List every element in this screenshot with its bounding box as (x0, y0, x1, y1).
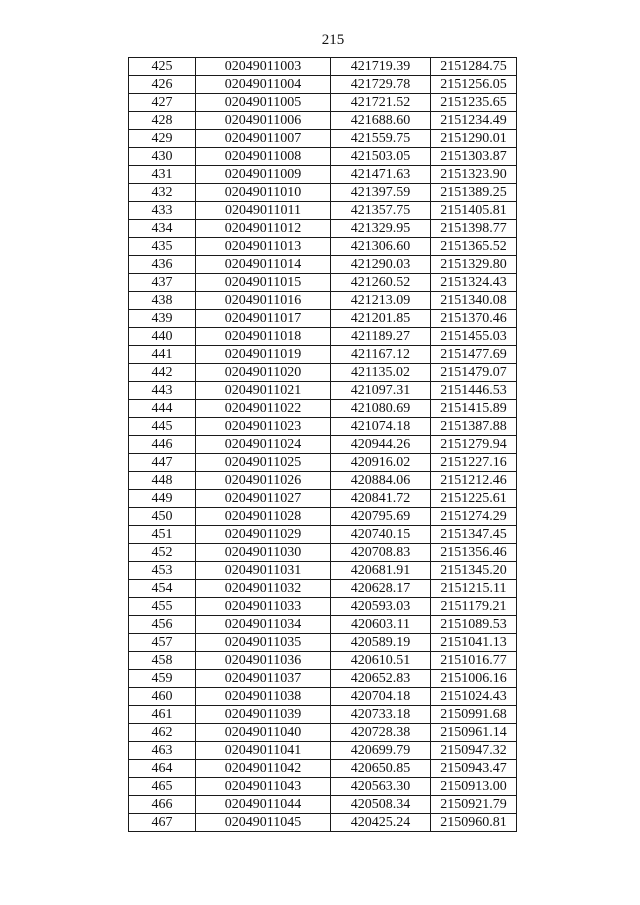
x-coordinate-cell: 421213.09 (331, 292, 431, 310)
row-number-cell: 460 (129, 688, 196, 706)
row-number-cell: 462 (129, 724, 196, 742)
table-row (129, 688, 517, 706)
x-coordinate-cell: 421329.95 (331, 220, 431, 238)
code-cell: 02049011034 (196, 616, 331, 634)
row-number-cell: 457 (129, 634, 196, 652)
row-number-cell: 455 (129, 598, 196, 616)
y-coordinate-cell: 2151479.07 (431, 364, 517, 382)
table-row (129, 256, 517, 274)
y-coordinate-cell: 2151415.89 (431, 400, 517, 418)
row-number-cell: 448 (129, 472, 196, 490)
y-coordinate-cell: 2150961.14 (431, 724, 517, 742)
table-row (129, 112, 517, 130)
table-row (129, 346, 517, 364)
code-cell: 02049011041 (196, 742, 331, 760)
row-number-cell: 441 (129, 346, 196, 364)
x-coordinate-cell: 421688.60 (331, 112, 431, 130)
row-number-cell: 463 (129, 742, 196, 760)
x-coordinate-cell: 421503.05 (331, 148, 431, 166)
x-coordinate-cell: 420563.30 (331, 778, 431, 796)
code-cell: 02049011024 (196, 436, 331, 454)
table-row (129, 436, 517, 454)
table-row (129, 58, 517, 76)
code-cell: 02049011026 (196, 472, 331, 490)
row-number-cell: 438 (129, 292, 196, 310)
y-coordinate-cell: 2151389.25 (431, 184, 517, 202)
x-coordinate-cell: 420593.03 (331, 598, 431, 616)
table-row (129, 472, 517, 490)
code-cell: 02049011031 (196, 562, 331, 580)
row-number-cell: 439 (129, 310, 196, 328)
table-row (129, 778, 517, 796)
table-row (129, 814, 517, 832)
y-coordinate-cell: 2151329.80 (431, 256, 517, 274)
x-coordinate-cell: 421397.59 (331, 184, 431, 202)
code-cell: 02049011039 (196, 706, 331, 724)
table-row (129, 184, 517, 202)
code-cell: 02049011023 (196, 418, 331, 436)
x-coordinate-cell: 420795.69 (331, 508, 431, 526)
y-coordinate-cell: 2151455.03 (431, 328, 517, 346)
x-coordinate-cell: 421719.39 (331, 58, 431, 76)
row-number-cell: 466 (129, 796, 196, 814)
x-coordinate-cell: 421290.03 (331, 256, 431, 274)
table-row (129, 382, 517, 400)
row-number-cell: 430 (129, 148, 196, 166)
x-coordinate-cell: 420508.34 (331, 796, 431, 814)
y-coordinate-cell: 2151387.88 (431, 418, 517, 436)
table-row (129, 724, 517, 742)
row-number-cell: 449 (129, 490, 196, 508)
y-coordinate-cell: 2151356.46 (431, 544, 517, 562)
row-number-cell: 426 (129, 76, 196, 94)
code-cell: 02049011012 (196, 220, 331, 238)
y-coordinate-cell: 2151016.77 (431, 652, 517, 670)
code-cell: 02049011029 (196, 526, 331, 544)
y-coordinate-cell: 2150991.68 (431, 706, 517, 724)
code-cell: 02049011028 (196, 508, 331, 526)
row-number-cell: 453 (129, 562, 196, 580)
table-row (129, 526, 517, 544)
x-coordinate-cell: 421097.31 (331, 382, 431, 400)
row-number-cell: 434 (129, 220, 196, 238)
row-number-cell: 431 (129, 166, 196, 184)
row-number-cell: 443 (129, 382, 196, 400)
coordinates-table (128, 57, 517, 832)
x-coordinate-cell: 421721.52 (331, 94, 431, 112)
table-row (129, 634, 517, 652)
table-row (129, 418, 517, 436)
y-coordinate-cell: 2151405.81 (431, 202, 517, 220)
x-coordinate-cell: 420681.91 (331, 562, 431, 580)
x-coordinate-cell: 421189.27 (331, 328, 431, 346)
y-coordinate-cell: 2151212.46 (431, 472, 517, 490)
y-coordinate-cell: 2151365.52 (431, 238, 517, 256)
code-cell: 02049011027 (196, 490, 331, 508)
row-number-cell: 465 (129, 778, 196, 796)
table-row (129, 706, 517, 724)
row-number-cell: 442 (129, 364, 196, 382)
table-row (129, 490, 517, 508)
row-number-cell: 440 (129, 328, 196, 346)
table-body (129, 58, 517, 832)
x-coordinate-cell: 420425.24 (331, 814, 431, 832)
row-number-cell: 461 (129, 706, 196, 724)
y-coordinate-cell: 2151024.43 (431, 688, 517, 706)
y-coordinate-cell: 2151215.11 (431, 580, 517, 598)
code-cell: 02049011021 (196, 382, 331, 400)
code-cell: 02049011016 (196, 292, 331, 310)
y-coordinate-cell: 2151284.75 (431, 58, 517, 76)
row-number-cell: 452 (129, 544, 196, 562)
table-row (129, 148, 517, 166)
table-row (129, 220, 517, 238)
code-cell: 02049011032 (196, 580, 331, 598)
table-row (129, 310, 517, 328)
y-coordinate-cell: 2151477.69 (431, 346, 517, 364)
x-coordinate-cell: 421471.63 (331, 166, 431, 184)
code-cell: 02049011037 (196, 670, 331, 688)
x-coordinate-cell: 420650.85 (331, 760, 431, 778)
y-coordinate-cell: 2151227.16 (431, 454, 517, 472)
row-number-cell: 446 (129, 436, 196, 454)
x-coordinate-cell: 421135.02 (331, 364, 431, 382)
code-cell: 02049011015 (196, 274, 331, 292)
x-coordinate-cell: 420841.72 (331, 490, 431, 508)
code-cell: 02049011025 (196, 454, 331, 472)
code-cell: 02049011040 (196, 724, 331, 742)
row-number-cell: 435 (129, 238, 196, 256)
code-cell: 02049011017 (196, 310, 331, 328)
x-coordinate-cell: 421074.18 (331, 418, 431, 436)
code-cell: 02049011042 (196, 760, 331, 778)
table-row (129, 274, 517, 292)
row-number-cell: 464 (129, 760, 196, 778)
table-row (129, 562, 517, 580)
table-row (129, 202, 517, 220)
table-row (129, 94, 517, 112)
x-coordinate-cell: 420916.02 (331, 454, 431, 472)
x-coordinate-cell: 420733.18 (331, 706, 431, 724)
page-number: 215 (321, 32, 345, 48)
x-coordinate-cell: 420740.15 (331, 526, 431, 544)
table-row (129, 364, 517, 382)
code-cell: 02049011038 (196, 688, 331, 706)
row-number-cell: 437 (129, 274, 196, 292)
y-coordinate-cell: 2151347.45 (431, 526, 517, 544)
y-coordinate-cell: 2150943.47 (431, 760, 517, 778)
table-row (129, 580, 517, 598)
code-cell: 02049011009 (196, 166, 331, 184)
table-row (129, 454, 517, 472)
y-coordinate-cell: 2150913.00 (431, 778, 517, 796)
x-coordinate-cell: 421306.60 (331, 238, 431, 256)
y-coordinate-cell: 2151234.49 (431, 112, 517, 130)
y-coordinate-cell: 2151089.53 (431, 616, 517, 634)
code-cell: 02049011043 (196, 778, 331, 796)
table-row (129, 616, 517, 634)
table-row (129, 742, 517, 760)
x-coordinate-cell: 421260.52 (331, 274, 431, 292)
row-number-cell: 445 (129, 418, 196, 436)
x-coordinate-cell: 420708.83 (331, 544, 431, 562)
y-coordinate-cell: 2150947.32 (431, 742, 517, 760)
row-number-cell: 432 (129, 184, 196, 202)
code-cell: 02049011018 (196, 328, 331, 346)
y-coordinate-cell: 2151324.43 (431, 274, 517, 292)
code-cell: 02049011003 (196, 58, 331, 76)
row-number-cell: 450 (129, 508, 196, 526)
table-row (129, 292, 517, 310)
y-coordinate-cell: 2151303.87 (431, 148, 517, 166)
row-number-cell: 458 (129, 652, 196, 670)
code-cell: 02049011044 (196, 796, 331, 814)
table-row (129, 760, 517, 778)
code-cell: 02049011022 (196, 400, 331, 418)
table-row (129, 508, 517, 526)
code-cell: 02049011013 (196, 238, 331, 256)
x-coordinate-cell: 421559.75 (331, 130, 431, 148)
code-cell: 02049011010 (196, 184, 331, 202)
code-cell: 02049011004 (196, 76, 331, 94)
y-coordinate-cell: 2151274.29 (431, 508, 517, 526)
y-coordinate-cell: 2151323.90 (431, 166, 517, 184)
y-coordinate-cell: 2150921.79 (431, 796, 517, 814)
row-number-cell: 459 (129, 670, 196, 688)
y-coordinate-cell: 2151290.01 (431, 130, 517, 148)
table-row (129, 400, 517, 418)
y-coordinate-cell: 2150960.81 (431, 814, 517, 832)
table-row (129, 166, 517, 184)
row-number-cell: 427 (129, 94, 196, 112)
row-number-cell: 429 (129, 130, 196, 148)
y-coordinate-cell: 2151179.21 (431, 598, 517, 616)
y-coordinate-cell: 2151345.20 (431, 562, 517, 580)
y-coordinate-cell: 2151340.08 (431, 292, 517, 310)
table-row (129, 598, 517, 616)
row-number-cell: 456 (129, 616, 196, 634)
y-coordinate-cell: 2151256.05 (431, 76, 517, 94)
code-cell: 02049011006 (196, 112, 331, 130)
row-number-cell: 447 (129, 454, 196, 472)
x-coordinate-cell: 420652.83 (331, 670, 431, 688)
row-number-cell: 433 (129, 202, 196, 220)
x-coordinate-cell: 420884.06 (331, 472, 431, 490)
table-row (129, 130, 517, 148)
y-coordinate-cell: 2151041.13 (431, 634, 517, 652)
row-number-cell: 444 (129, 400, 196, 418)
y-coordinate-cell: 2151446.53 (431, 382, 517, 400)
table-row (129, 328, 517, 346)
row-number-cell: 467 (129, 814, 196, 832)
y-coordinate-cell: 2151006.16 (431, 670, 517, 688)
row-number-cell: 428 (129, 112, 196, 130)
row-number-cell: 451 (129, 526, 196, 544)
x-coordinate-cell: 420704.18 (331, 688, 431, 706)
code-cell: 02049011011 (196, 202, 331, 220)
code-cell: 02049011035 (196, 634, 331, 652)
x-coordinate-cell: 421729.78 (331, 76, 431, 94)
x-coordinate-cell: 421080.69 (331, 400, 431, 418)
table-row (129, 238, 517, 256)
code-cell: 02049011005 (196, 94, 331, 112)
code-cell: 02049011033 (196, 598, 331, 616)
x-coordinate-cell: 420610.51 (331, 652, 431, 670)
code-cell: 02049011020 (196, 364, 331, 382)
x-coordinate-cell: 421201.85 (331, 310, 431, 328)
y-coordinate-cell: 2151279.94 (431, 436, 517, 454)
y-coordinate-cell: 2151398.77 (431, 220, 517, 238)
x-coordinate-cell: 420589.19 (331, 634, 431, 652)
y-coordinate-cell: 2151370.46 (431, 310, 517, 328)
x-coordinate-cell: 420699.79 (331, 742, 431, 760)
row-number-cell: 436 (129, 256, 196, 274)
table-row (129, 670, 517, 688)
x-coordinate-cell: 421167.12 (331, 346, 431, 364)
y-coordinate-cell: 2151225.61 (431, 490, 517, 508)
table-row (129, 796, 517, 814)
code-cell: 02049011045 (196, 814, 331, 832)
table-row (129, 652, 517, 670)
x-coordinate-cell: 420603.11 (331, 616, 431, 634)
x-coordinate-cell: 420944.26 (331, 436, 431, 454)
code-cell: 02049011014 (196, 256, 331, 274)
code-cell: 02049011030 (196, 544, 331, 562)
row-number-cell: 425 (129, 58, 196, 76)
row-number-cell: 454 (129, 580, 196, 598)
code-cell: 02049011036 (196, 652, 331, 670)
code-cell: 02049011019 (196, 346, 331, 364)
code-cell: 02049011007 (196, 130, 331, 148)
table-row (129, 76, 517, 94)
x-coordinate-cell: 420628.17 (331, 580, 431, 598)
x-coordinate-cell: 421357.75 (331, 202, 431, 220)
y-coordinate-cell: 2151235.65 (431, 94, 517, 112)
x-coordinate-cell: 420728.38 (331, 724, 431, 742)
table-row (129, 544, 517, 562)
code-cell: 02049011008 (196, 148, 331, 166)
